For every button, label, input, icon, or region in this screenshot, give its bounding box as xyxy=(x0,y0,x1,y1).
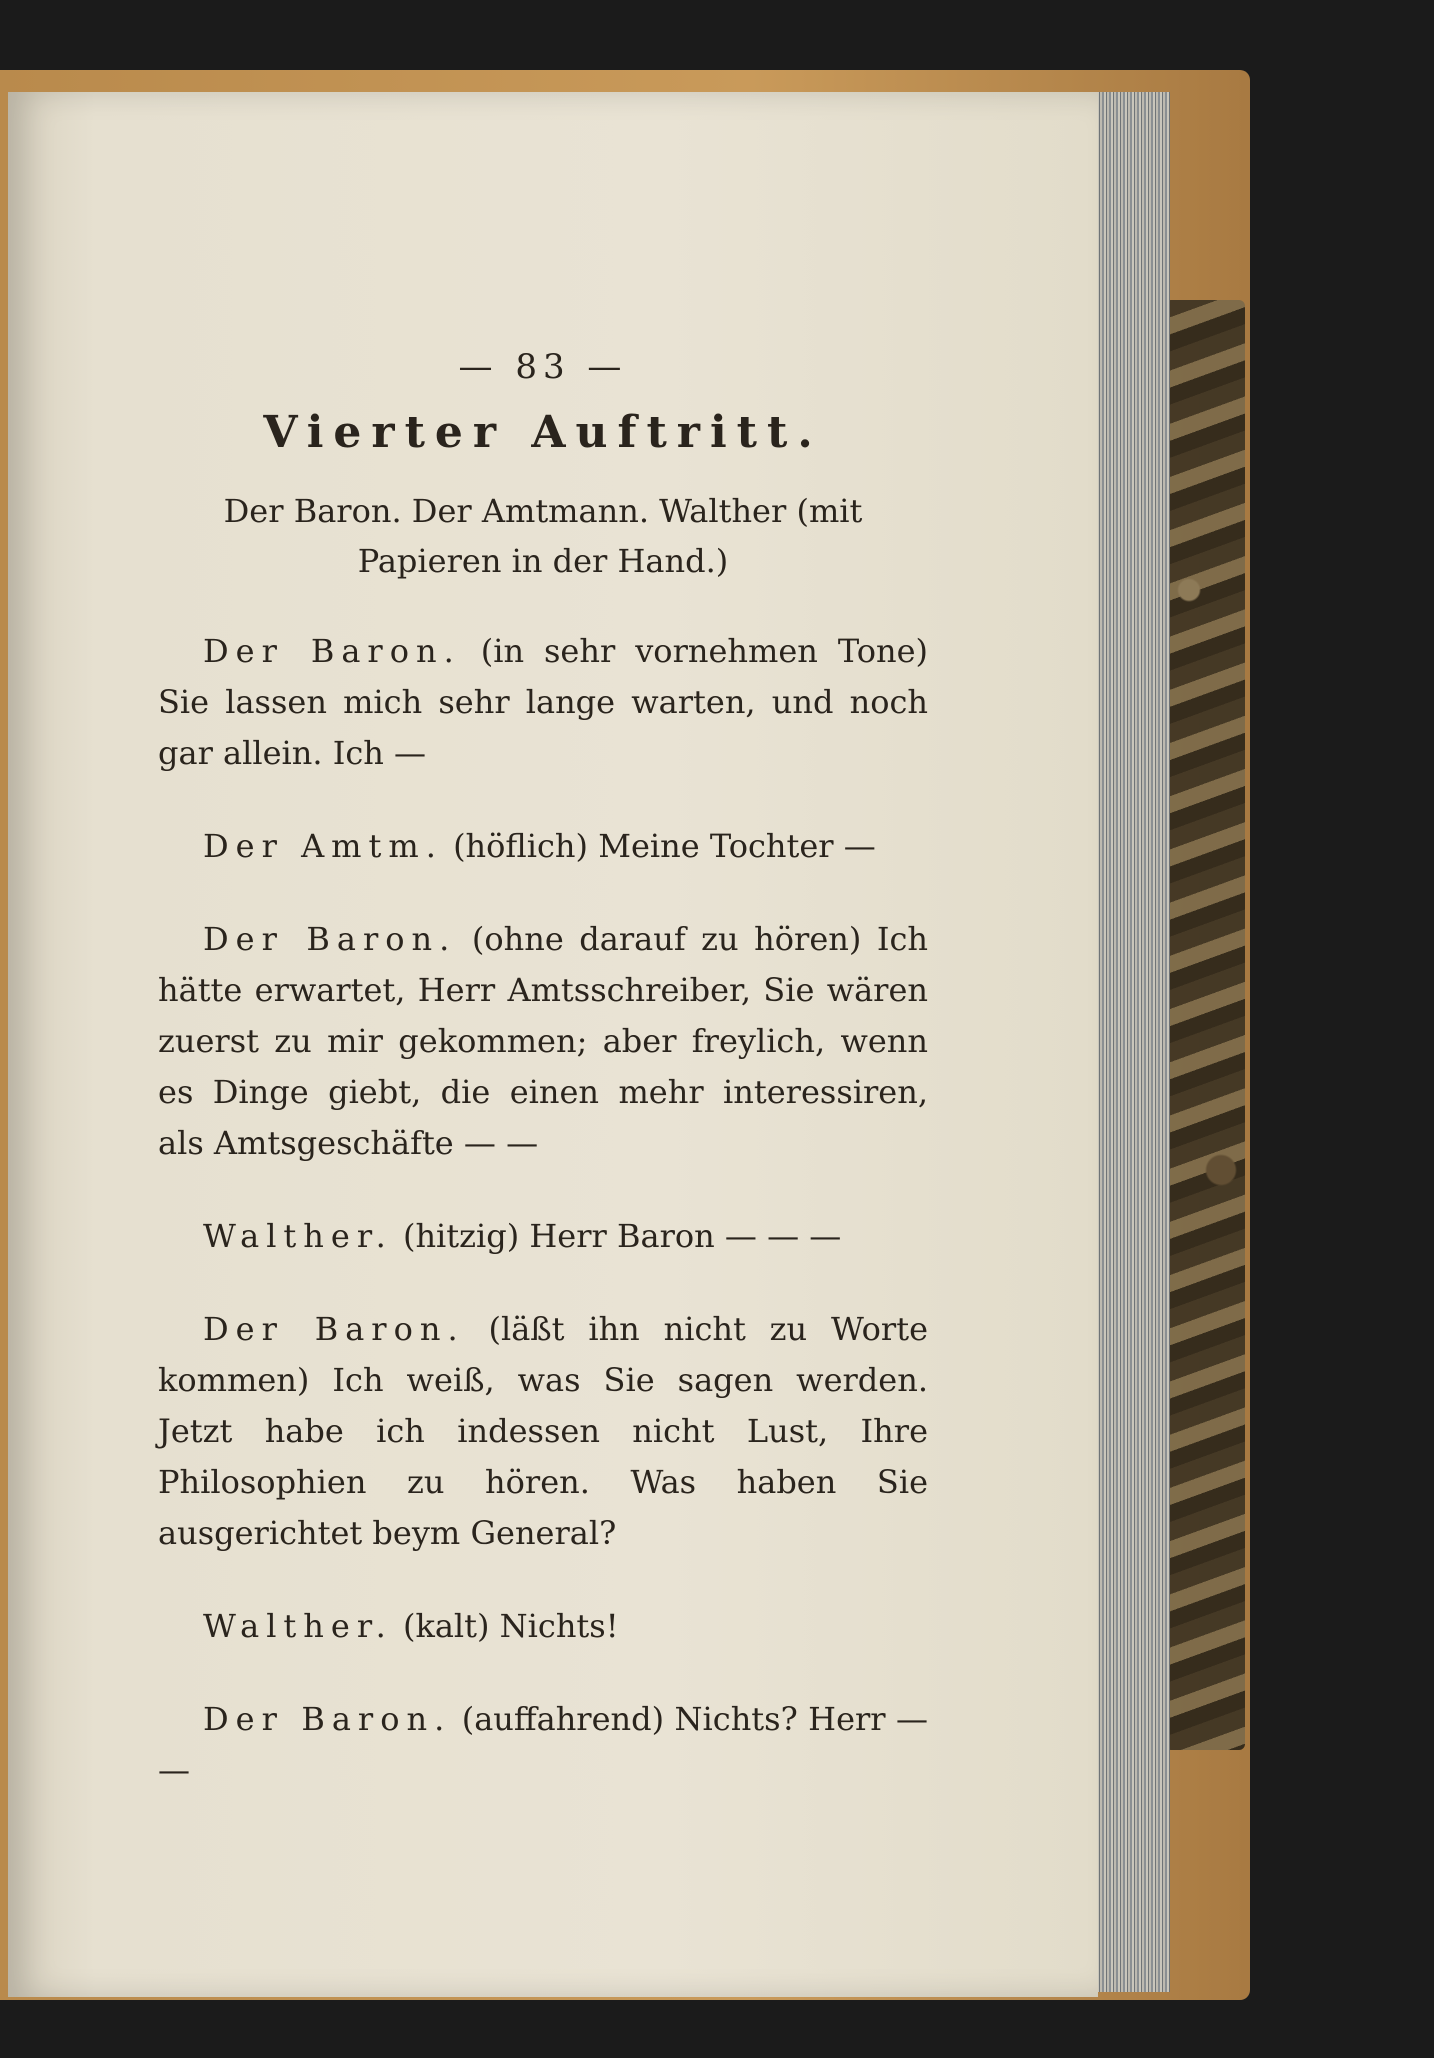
speaker: Der Baron. xyxy=(203,632,461,670)
speech xyxy=(158,1694,928,1796)
speech xyxy=(158,1211,928,1262)
speech xyxy=(158,821,928,872)
speaker: Walther. xyxy=(203,1607,393,1645)
speech-text: (in sehr vornehmen Tone) Sie lassen mich sehr lange warten, und noch gar allein. Ich — xyxy=(158,632,929,772)
speech-text: (höflich) Meine Tochter — xyxy=(453,827,876,865)
speech-text: (hitzig) Herr Baron — — — xyxy=(402,1217,842,1255)
cast-list: Der Baron. Der Amtmann. Walther (mit Papieren in der Hand.) xyxy=(223,492,863,580)
scene-title: Vierter Auftritt. xyxy=(263,407,823,458)
speech xyxy=(158,914,928,1169)
marbled-endpaper xyxy=(1165,300,1245,1750)
page-text xyxy=(158,347,928,1838)
speech xyxy=(158,1601,928,1652)
speech xyxy=(158,626,928,779)
speaker: Der Baron. xyxy=(203,1310,465,1348)
page-edges xyxy=(1095,92,1170,1992)
speech xyxy=(158,1304,928,1559)
speaker: Der Baron. xyxy=(203,920,457,958)
speech-text: (kalt) Nichts! xyxy=(402,1607,619,1645)
speech-text: (ohne darauf zu hören) Ich hätte erwartet, Herr Amtsschreiber, Sie wären zuerst zu mir gekommen; aber freylich, wenn es Dinge giebt, die einen mehr interessiren, als Amtsgeschäfte — — xyxy=(158,920,929,1162)
speaker: Der Amtm. xyxy=(203,827,443,865)
book-page xyxy=(8,92,1098,1997)
speaker: Der Baron. xyxy=(203,1700,452,1738)
speech-text: (läßt ihn nicht zu Worte kommen) Ich weiß, was Sie sagen werden. Jetzt habe ich indessen nicht Lust, Ihre Philosophien zu hören. Was haben Sie ausgerichtet beym General? xyxy=(158,1310,929,1552)
speech-text: (auffahrend) Nichts? Herr — — xyxy=(158,1700,929,1789)
page-number: — 83 — xyxy=(458,347,628,387)
speaker: Walther. xyxy=(203,1217,393,1255)
